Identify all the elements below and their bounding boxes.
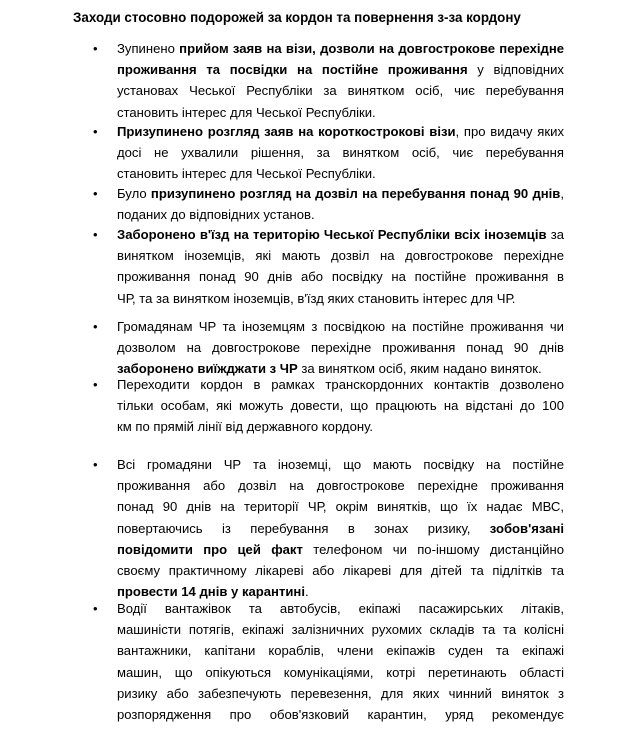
bullet-icon: • (93, 227, 98, 242)
bold-text: Призупинено розгляд заяв на короткострокові візи (117, 124, 456, 139)
text-line (117, 38, 564, 59)
bold-text: провести 14 днів у карантині (117, 584, 305, 600)
text-run: проживання або дозвіл на довгострокове перехідне проживання (117, 478, 564, 494)
bold-text: призупинено розгляд на дозвіл на перебування понад 90 днів (150, 186, 561, 201)
bold-text: повідомити про цей факт (117, 541, 303, 557)
text-run: Громадянам ЧР та іноземцям з посвідкою на постійне проживання чи (117, 319, 564, 334)
text-run: своєму практичному лікареві або лікареві для дітей та підлітків та (117, 562, 564, 578)
text-run: , про видачу яких (455, 124, 564, 139)
list-item-text (117, 598, 564, 725)
text-line (117, 142, 564, 163)
list-item-text (117, 374, 564, 438)
text-run: телефоном чи по-іншому дистанційно (302, 541, 564, 557)
text-line (117, 395, 564, 416)
text-run: машин, що опікуються комунікаціями, котрі перетинають області (117, 664, 564, 680)
text-run: . (304, 584, 309, 600)
text-run: Було (117, 186, 151, 201)
text-run: повертаючись із перебування в зонах ризику, (117, 520, 490, 536)
text-line (117, 598, 564, 619)
text-run: досі не ухвалили рішення, за винятком осіб, чиє перебування (117, 145, 564, 161)
text-run: машиністи потягів, екіпажі залізничних рухомих складів та та колісні (117, 622, 564, 638)
text-line (117, 475, 564, 496)
text-run: тільки особам, які можуть довести, що працюють на відстані до 100 (117, 398, 564, 414)
text-run: становить інтерес для Чеської Республіки. (117, 104, 376, 120)
list-item-text (117, 224, 564, 309)
text-run: установах Чеської Республіки за винятком осіб, чиє перебування (117, 83, 564, 99)
bullet-icon: • (93, 319, 98, 334)
bullet-icon: • (93, 457, 98, 472)
bold-text: прийом заяв на візи, дозволи на довгострокове перехідне (179, 41, 565, 56)
text-line (117, 245, 564, 266)
text-line (117, 102, 564, 123)
text-line (117, 337, 564, 358)
bullet-icon: • (93, 41, 98, 56)
text-line (117, 121, 564, 142)
text-run: поданих до відповідних установ. (117, 207, 315, 223)
text-line (117, 183, 564, 204)
text-line (117, 560, 564, 581)
text-line (117, 374, 564, 395)
section-heading: Заходи стосовно подорожей за кордон та повернення з-за кордону (73, 10, 521, 25)
text-run: Переходити кордон в рамках транскордонних контактів дозволено (117, 377, 564, 392)
text-run: Зупинено (117, 41, 180, 56)
text-run: , (560, 186, 564, 201)
bold-text: проживання та посвідки на постійне проживання (117, 62, 468, 78)
list-item-text (117, 38, 564, 123)
text-run: за (546, 227, 564, 242)
text-run: Водії вантажівок та автобусів, екіпажі пасажирських літаків, (117, 601, 564, 616)
bullet-icon: • (93, 377, 98, 392)
text-run: вантажники, капітани кораблів, члени екіпажів суден та екіпажі (117, 643, 564, 659)
text-line (117, 454, 564, 475)
text-run: дозволом на довгострокове перехідне проживання понад 90 днів (117, 340, 564, 356)
text-line (117, 640, 564, 661)
text-line (117, 662, 564, 683)
text-run: Всі громадяни ЧР та іноземці, що мають посвідку на постійне (117, 457, 564, 472)
text-run: км по прямій лінії від державного кордону. (117, 419, 373, 435)
bullet-icon: • (93, 124, 98, 139)
text-line (117, 683, 564, 704)
bold-text: Заборонено в'їзд на територію Чеської Республіки всіх іноземців (117, 227, 547, 242)
text-run: за винятком осіб, яким надано виняток. (297, 361, 542, 377)
text-line (117, 619, 564, 640)
text-line (117, 518, 564, 539)
text-line (117, 80, 564, 101)
list-item-text (117, 316, 564, 380)
bullet-icon: • (93, 186, 98, 201)
list-item-text (117, 121, 564, 185)
text-line (117, 496, 564, 517)
text-line (117, 288, 564, 309)
text-run: розпорядження про обов'язковий карантин, уряд рекомендує (117, 706, 564, 722)
text-line (117, 204, 564, 225)
text-run: понад 90 днів на території ЧР, окрім винятків, що їх надає МВС, (117, 499, 564, 515)
text-line (117, 416, 564, 437)
text-run: становить інтерес для Чеської Республіки. (117, 166, 376, 182)
text-run: ЧР, та за винятком іноземців, в'їзд яких становить інтерес для ЧР. (117, 290, 516, 306)
text-run: ризику або забезпечують перевезення, для яких чинний виняток з (117, 685, 564, 701)
text-line (117, 539, 564, 560)
text-line (117, 266, 564, 287)
bold-text: заборонено виїжджати з ЧР (117, 361, 298, 377)
text-run: проживання понад 90 днів або посвідку на постійне проживання в (117, 269, 564, 285)
text-line (117, 59, 564, 80)
bullet-icon: • (93, 601, 98, 616)
list-item-text (117, 183, 564, 225)
text-line (117, 224, 564, 245)
text-line (117, 704, 564, 725)
text-line (117, 316, 564, 337)
text-line (117, 163, 564, 184)
text-run: винятком іноземців, які мають дозвіл на довгострокове перехідне (117, 248, 564, 264)
bold-text: зобов'язані (489, 520, 564, 536)
list-item-text (117, 454, 564, 602)
text-run: у відповідних (467, 62, 564, 78)
